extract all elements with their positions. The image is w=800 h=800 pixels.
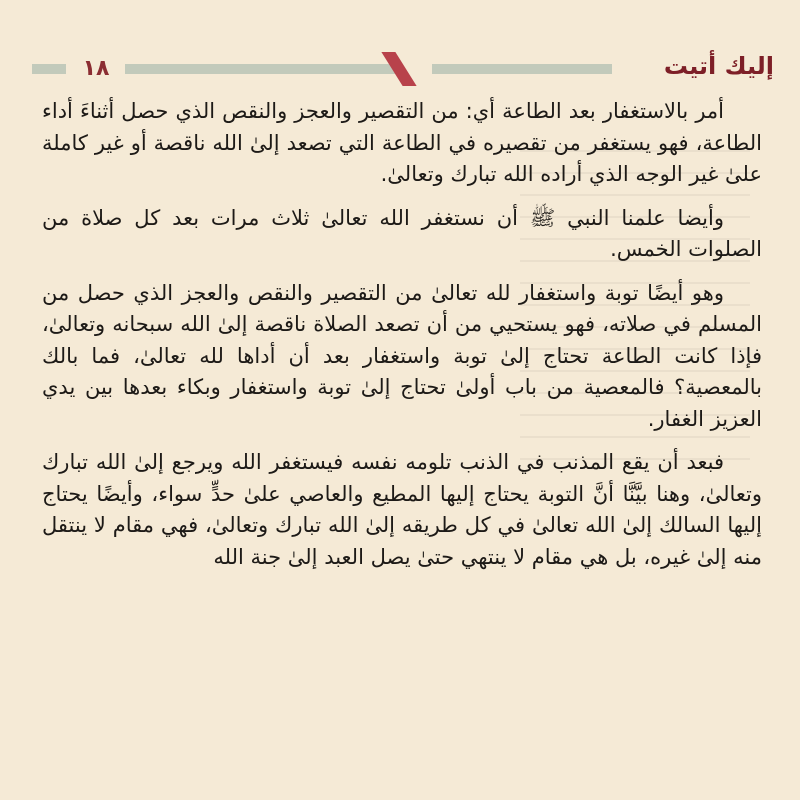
paragraph-1: أمر بالاستغفار بعد الطاعة أي: من التقصير والعجز والنقص الذي حصل أثناءَ أداء الطاعة، فهو يستغفر من تقصيره في الطاعة التي تصعد إلىٰ الله ناقصة أو غير كاملة علىٰ غير الوجه الذي أراده الله تبارك وتعالىٰ.: [42, 99, 762, 186]
book-title: إليك أتيت: [663, 52, 774, 80]
header-bar-left: [32, 64, 66, 74]
paragraph-2: وأيضا علمنا النبي ﷺ أن نستغفر الله تعالىٰ ثلاث مرات بعد كل صلاة من الصلوات الخمس.: [42, 205, 762, 261]
page-body: [42, 96, 762, 573]
header-bar-middle: [125, 64, 395, 74]
page-number: ١٨: [82, 56, 110, 81]
paragraph-3: وهو أيضًا توبة واستغفار لله تعالىٰ من التقصير والنقص والعجز الذي حصل من المسلم في صلاته، فهو يستحيي من أن تصعد الصلاة ناقصة إلىٰ الله سبحانه وتعالىٰ، فإذا كانت الطاعة تحتاج إلىٰ توبة واستغفار بعد أن أداها لله تعالىٰ، فما بالك بالمعصية؟ فالمعصية من باب أولىٰ تحتاج إلىٰ توبة واستغفار وبكاء بعدها بين يدي العزيز الغفار.: [42, 280, 762, 431]
header-bar-right: [432, 64, 612, 74]
paragraph-4: فبعد أن يقع المذنب في الذنب تلومه نفسه فيستغفر الله ويرجع إلىٰ الله تبارك وتعالىٰ، وهنا بيَّنَّا أنَّ التوبة يحتاج إليها المطيع والعاصي علىٰ حدٍّ سواء، وأيضًا يحتاج إليها السالك إلىٰ الله تعالىٰ في كل طريقه إلىٰ الله تبارك وتعالىٰ، فهي مقام لا ينتقل منه إلىٰ غيره، بل هي مقام لا ينتهي حتىٰ يصل العبد إلىٰ جنة الله: [42, 450, 762, 569]
